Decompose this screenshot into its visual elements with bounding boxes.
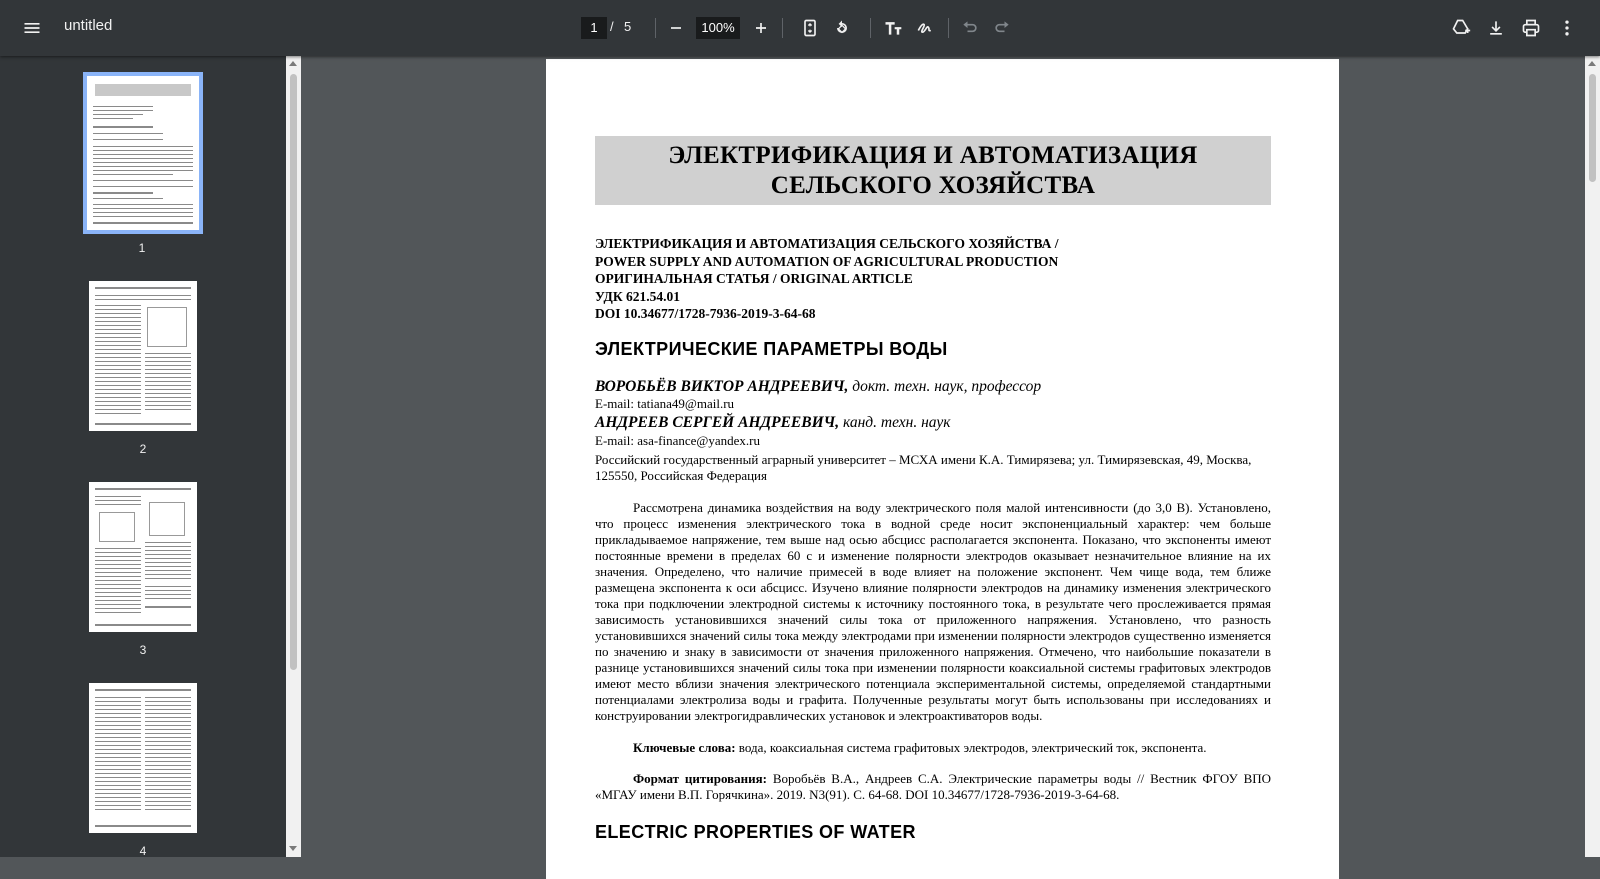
print-icon[interactable] <box>1515 12 1547 44</box>
redo-icon[interactable] <box>986 12 1018 44</box>
keywords-label: Ключевые слова: <box>633 740 736 755</box>
zoom-out-icon[interactable] <box>660 12 692 44</box>
thumbnail-page-4[interactable] <box>89 683 197 833</box>
thumbnail-label: 3 <box>139 643 147 657</box>
meta-line: POWER SUPPLY AND AUTOMATION OF AGRICULTURAL PRODUCTION <box>595 253 1059 269</box>
thumbnail-label: 2 <box>139 442 147 456</box>
keywords <box>595 740 1271 756</box>
pdf-toolbar <box>0 0 1600 56</box>
page-separator: / <box>610 19 614 34</box>
meta-line: DOI 10.34677/1728-7936-2019-3-64-68 <box>595 306 816 321</box>
draw-icon[interactable] <box>909 12 941 44</box>
meta-line: УДК 621.54.01 <box>595 288 680 304</box>
divider <box>655 18 656 38</box>
zoom-input[interactable]: 100% <box>696 17 740 39</box>
article-meta <box>595 235 1059 323</box>
journal-section-banner <box>595 136 1271 205</box>
page-number-input[interactable]: 1 <box>581 17 607 39</box>
thumbnail-sidebar <box>0 56 286 857</box>
undo-icon[interactable] <box>954 12 986 44</box>
document-scroll-thumb[interactable] <box>1589 74 1596 182</box>
text-annotation-icon[interactable] <box>877 12 909 44</box>
zoom-in-icon[interactable] <box>745 12 777 44</box>
abstract: Рассмотрена динамика воздействия на воду электрического поля малой интенсивности (до 3,0 В). Установлено, что процесс изменения электрического тока в водной среде носит экспоненциальный характер: чем больше прикладываемое напряжение, тем выше над осью абсцисс располагается экспонента. Показано, что экспоненты имеют постоянные времени в пределах 60 с и изменение полярности электродов оказывает незначительное влияние на их значения. Определено, что наличие примесей в воде влияет на положение экспонент. Чем чище вода, тем ближе размещена экспонента к оси абсцисс. Изучено влияние полярности электродов на динамику изменения электрического тока при подключении электродной системы к источнику постоянного тока, в результате чего прослеживается прямая зависимость установившихся значений силы тока от приложенного напряжения. Установлено, что разность установившихся значений силы тока между электродами при изменении полярности электродов существенно изменяется по значению и знаку в зависимости от значения приложенного напряжения. Отмечено, что наибольшие показатели в разнице установившихся значений силы тока при изменении полярности коаксиальной системы графитовых электродов имеют место вблизи значения электрического потенциала экспериментальной системы, определяемой стандартными потенциалами электролиза воды и графита. Полученные результаты могут быть использованы при исследованиях и конструировании электрогидравлических установок и электроактиваторов воды. <box>595 500 1271 723</box>
author-1-email: E-mail: tatiana49@mail.ru <box>595 396 735 411</box>
thumbnail-label: 1 <box>138 241 146 255</box>
article-title-en: ELECTRIC PROPERTIES OF WATER <box>595 822 916 842</box>
citation-text: Воробьёв В.А., Андреев С.А. Электрические параметры воды // Вестник ФГОУ ВПО «МГАУ имени В.П. Горячкина». 2019. N3(91). С. 64-68. DOI 10.34677/1728-7936-2019-3-64-68. <box>595 771 1272 802</box>
pdf-page <box>546 59 1339 879</box>
author-2 <box>595 414 950 432</box>
author-degree: докт. техн. наук, профессор <box>848 378 1042 395</box>
meta-line: ОРИГИНАЛЬНАЯ СТАТЬЯ / ORIGINAL ARTICLE <box>595 271 913 286</box>
fit-page-icon[interactable] <box>794 12 826 44</box>
document-title: untitled <box>64 17 113 34</box>
affiliation: Российский государственный аграрный университет – МСХА имени К.А. Тимирязева; ул. Тимирязевская, 49, Москва, 125550, Российская Федерация <box>595 452 1252 483</box>
scroll-up-icon[interactable] <box>1588 61 1596 66</box>
thumbnail-label: 4 <box>139 844 147 857</box>
divider <box>870 18 871 38</box>
rotate-icon[interactable] <box>826 12 858 44</box>
divider <box>782 18 783 38</box>
keywords-text: вода, коаксиальная система графитовых электродов, электрический ток, экспонента. <box>735 740 1207 755</box>
author-name: АНДРЕЕВ СЕРГЕЙ АНДРЕЕВИЧ, <box>595 414 840 431</box>
sidebar-scroll-thumb[interactable] <box>290 74 297 670</box>
author-2-email: E-mail: asa-finance@yandex.ru <box>595 433 761 448</box>
thumbnail-page-2[interactable] <box>89 281 197 431</box>
meta-line: ЭЛЕКТРИФИКАЦИЯ И АВТОМАТИЗАЦИЯ СЕЛЬСКОГО ХОЗЯЙСТВА / <box>595 236 1059 251</box>
citation <box>595 771 1271 803</box>
add-to-drive-icon[interactable] <box>1445 12 1477 44</box>
total-pages: 5 <box>624 19 632 34</box>
citation-label: Формат цитирования: <box>633 771 767 786</box>
author-name: ВОРОБЬЁВ ВИКТОР АНДРЕЕВИЧ, <box>595 378 849 395</box>
author-1 <box>595 378 1041 396</box>
divider <box>948 18 949 38</box>
document-scrollbar[interactable] <box>1585 56 1600 857</box>
sidebar-scrollbar[interactable] <box>286 56 301 857</box>
scroll-down-icon[interactable] <box>289 846 297 851</box>
article-title-ru: ЭЛЕКТРИЧЕСКИЕ ПАРАМЕТРЫ ВОДЫ <box>595 339 948 359</box>
banner-line: ЭЛЕКТРИФИКАЦИЯ И АВТОМАТИЗАЦИЯ <box>668 142 1198 169</box>
scroll-up-icon[interactable] <box>289 61 297 66</box>
more-options-icon[interactable] <box>1551 12 1583 44</box>
thumbnail-page-1[interactable] <box>87 76 199 230</box>
download-icon[interactable] <box>1480 12 1512 44</box>
author-degree: канд. техн. наук <box>839 414 951 431</box>
thumbnail-page-3[interactable] <box>89 482 197 632</box>
menu-icon[interactable] <box>16 12 48 44</box>
banner-line: СЕЛЬСКОГО ХОЗЯЙСТВА <box>770 172 1096 199</box>
